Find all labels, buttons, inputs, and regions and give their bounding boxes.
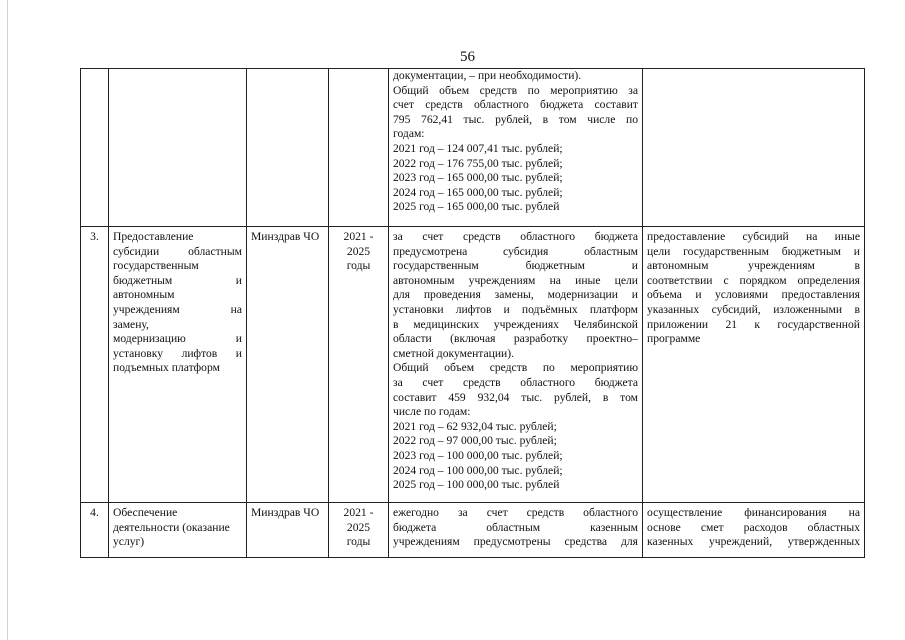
table-row: [81, 227, 865, 503]
program-activities-table: [80, 68, 865, 558]
text-line: ежегодно за счет средств областного: [393, 506, 638, 519]
text-line: годам:: [393, 127, 425, 141]
executor-cell: [247, 69, 329, 227]
text-line: в медицинских учреждениях Челябинской: [393, 317, 638, 331]
text-line: учреждениям на: [113, 302, 242, 316]
text-line: установку лифтов и: [113, 346, 242, 360]
text-line: 2025 год – 100 000,00 тыс. рублей: [393, 478, 560, 492]
text-line: услуг): [113, 535, 145, 549]
text-line: модернизацию и: [113, 332, 242, 346]
period-line: 2025: [346, 244, 371, 258]
text-line: 2022 год – 176 755,00 тыс. рублей;: [393, 156, 563, 170]
text-line: автономным: [113, 288, 175, 302]
activity-name-cell: [109, 227, 247, 503]
text-line: Обеспечение: [113, 506, 178, 519]
text-line: замену,: [113, 317, 149, 331]
period-line: 2021 -: [343, 506, 374, 519]
result-text: [643, 503, 864, 550]
text-line: 2021 год – 124 007,41 тыс. рублей;: [393, 141, 563, 155]
text-line: основе смет расходов областных: [647, 520, 860, 534]
text-line: казенных учреждений, утвержденных: [647, 535, 860, 549]
text-line: за счет средств областного бюджета: [393, 375, 638, 389]
executor-text: Минздрав ЧО: [251, 230, 320, 243]
period-line: 2021 -: [343, 230, 374, 243]
text-line: автономным учреждениям в: [647, 259, 860, 273]
executor-cell: [247, 503, 329, 558]
text-line: субсидии областным: [113, 244, 242, 258]
description-cell: [389, 503, 643, 558]
description-text: [389, 503, 642, 550]
period-line: годы: [346, 259, 371, 273]
text-line: установки лифтов и подъёмных платформ: [393, 302, 638, 316]
period: [329, 503, 388, 550]
text-line: приложении 21 к государственной: [647, 317, 860, 331]
period-cell: [329, 227, 389, 503]
executor: [247, 227, 328, 245]
result-cell: [643, 503, 865, 558]
text-line: бюджетным и: [113, 273, 242, 287]
result-cell: [643, 227, 865, 503]
period-cell: [329, 503, 389, 558]
text-line: за счет средств областного бюджета: [393, 230, 638, 243]
description-cell: [389, 227, 643, 503]
period-line: годы: [346, 535, 371, 549]
text-line: государственным: [113, 259, 199, 273]
text-line: осуществление финансирования на: [647, 506, 860, 519]
page-number: 56: [460, 49, 475, 65]
text-line: Общий объем средств по мероприятию за: [393, 83, 638, 97]
text-line: деятельности (оказание: [113, 520, 230, 534]
activity-name-cell: [109, 69, 247, 227]
text-line: Общий объем средств по мероприятию: [393, 361, 638, 375]
text-line: бюджета областным казенным: [393, 520, 638, 534]
activity-name: [109, 503, 246, 550]
text-line: числе по годам:: [393, 405, 471, 419]
description-text: [389, 69, 642, 215]
text-line: соответствии с порядком определения: [647, 273, 860, 287]
description-cell: [389, 69, 643, 227]
text-line: 2025 год – 165 000,00 тыс. рублей: [393, 200, 560, 214]
text-line: составит 459 932,04 тыс. рублей, в том: [393, 390, 638, 404]
period-line: 2025: [346, 520, 371, 534]
text-line: автономным учреждениям на иные цели: [393, 273, 638, 287]
text-line: счет средств областного бюджета составит: [393, 98, 638, 112]
table-row: [81, 69, 865, 227]
table-row: [81, 503, 865, 558]
text-line: предусмотрена субсидия областным: [393, 244, 638, 258]
row-number: 4.: [90, 506, 99, 519]
activity-name-cell: [109, 503, 247, 558]
text-line: 2022 год – 97 000,00 тыс. рублей;: [393, 434, 557, 448]
executor: [247, 503, 328, 521]
text-line: указанных субсидий, изложенными в: [647, 302, 860, 316]
text-line: 2024 год – 165 000,00 тыс. рублей;: [393, 185, 563, 199]
text-line: 2024 год – 100 000,00 тыс. рублей;: [393, 463, 563, 477]
text-line: 2023 год – 100 000,00 тыс. рублей;: [393, 448, 563, 462]
result-cell: [643, 69, 865, 227]
text-line: для проведения замены, модернизации и: [393, 288, 638, 302]
row-number: 3.: [90, 230, 99, 243]
result-text: [643, 227, 864, 347]
row-number-cell: [81, 69, 109, 227]
text-line: государственным бюджетным и: [393, 259, 638, 273]
period-cell: [329, 69, 389, 227]
text-line: области (включая разработку проектно–: [393, 332, 638, 346]
activity-name: [109, 227, 246, 376]
description-text: [389, 227, 642, 493]
text-line: учреждениям предусмотрены средства для: [393, 535, 638, 549]
executor-text: Минздрав ЧО: [251, 506, 320, 519]
text-line: сметной документации).: [393, 346, 515, 360]
text-line: документации, – при необходимости).: [393, 69, 582, 82]
executor-cell: [247, 227, 329, 503]
text-line: программе: [647, 332, 701, 346]
row-number-cell: [81, 227, 109, 503]
text-line: объема и условиями предоставления: [647, 288, 860, 302]
text-line: цели государственным бюджетным и: [647, 244, 860, 258]
text-line: 2023 год – 165 000,00 тыс. рублей;: [393, 171, 563, 185]
period: [329, 227, 388, 274]
text-line: подъемных платформ: [113, 361, 220, 375]
row-number-cell: [81, 503, 109, 558]
text-line: 2021 год – 62 932,04 тыс. рублей;: [393, 419, 557, 433]
text-line: Предоставление: [113, 230, 194, 243]
scan-edge-line: [7, 0, 8, 640]
text-line: предоставление субсидий на иные: [647, 230, 860, 243]
text-line: 795 762,41 тыс. рублей, в том числе по: [393, 112, 638, 126]
